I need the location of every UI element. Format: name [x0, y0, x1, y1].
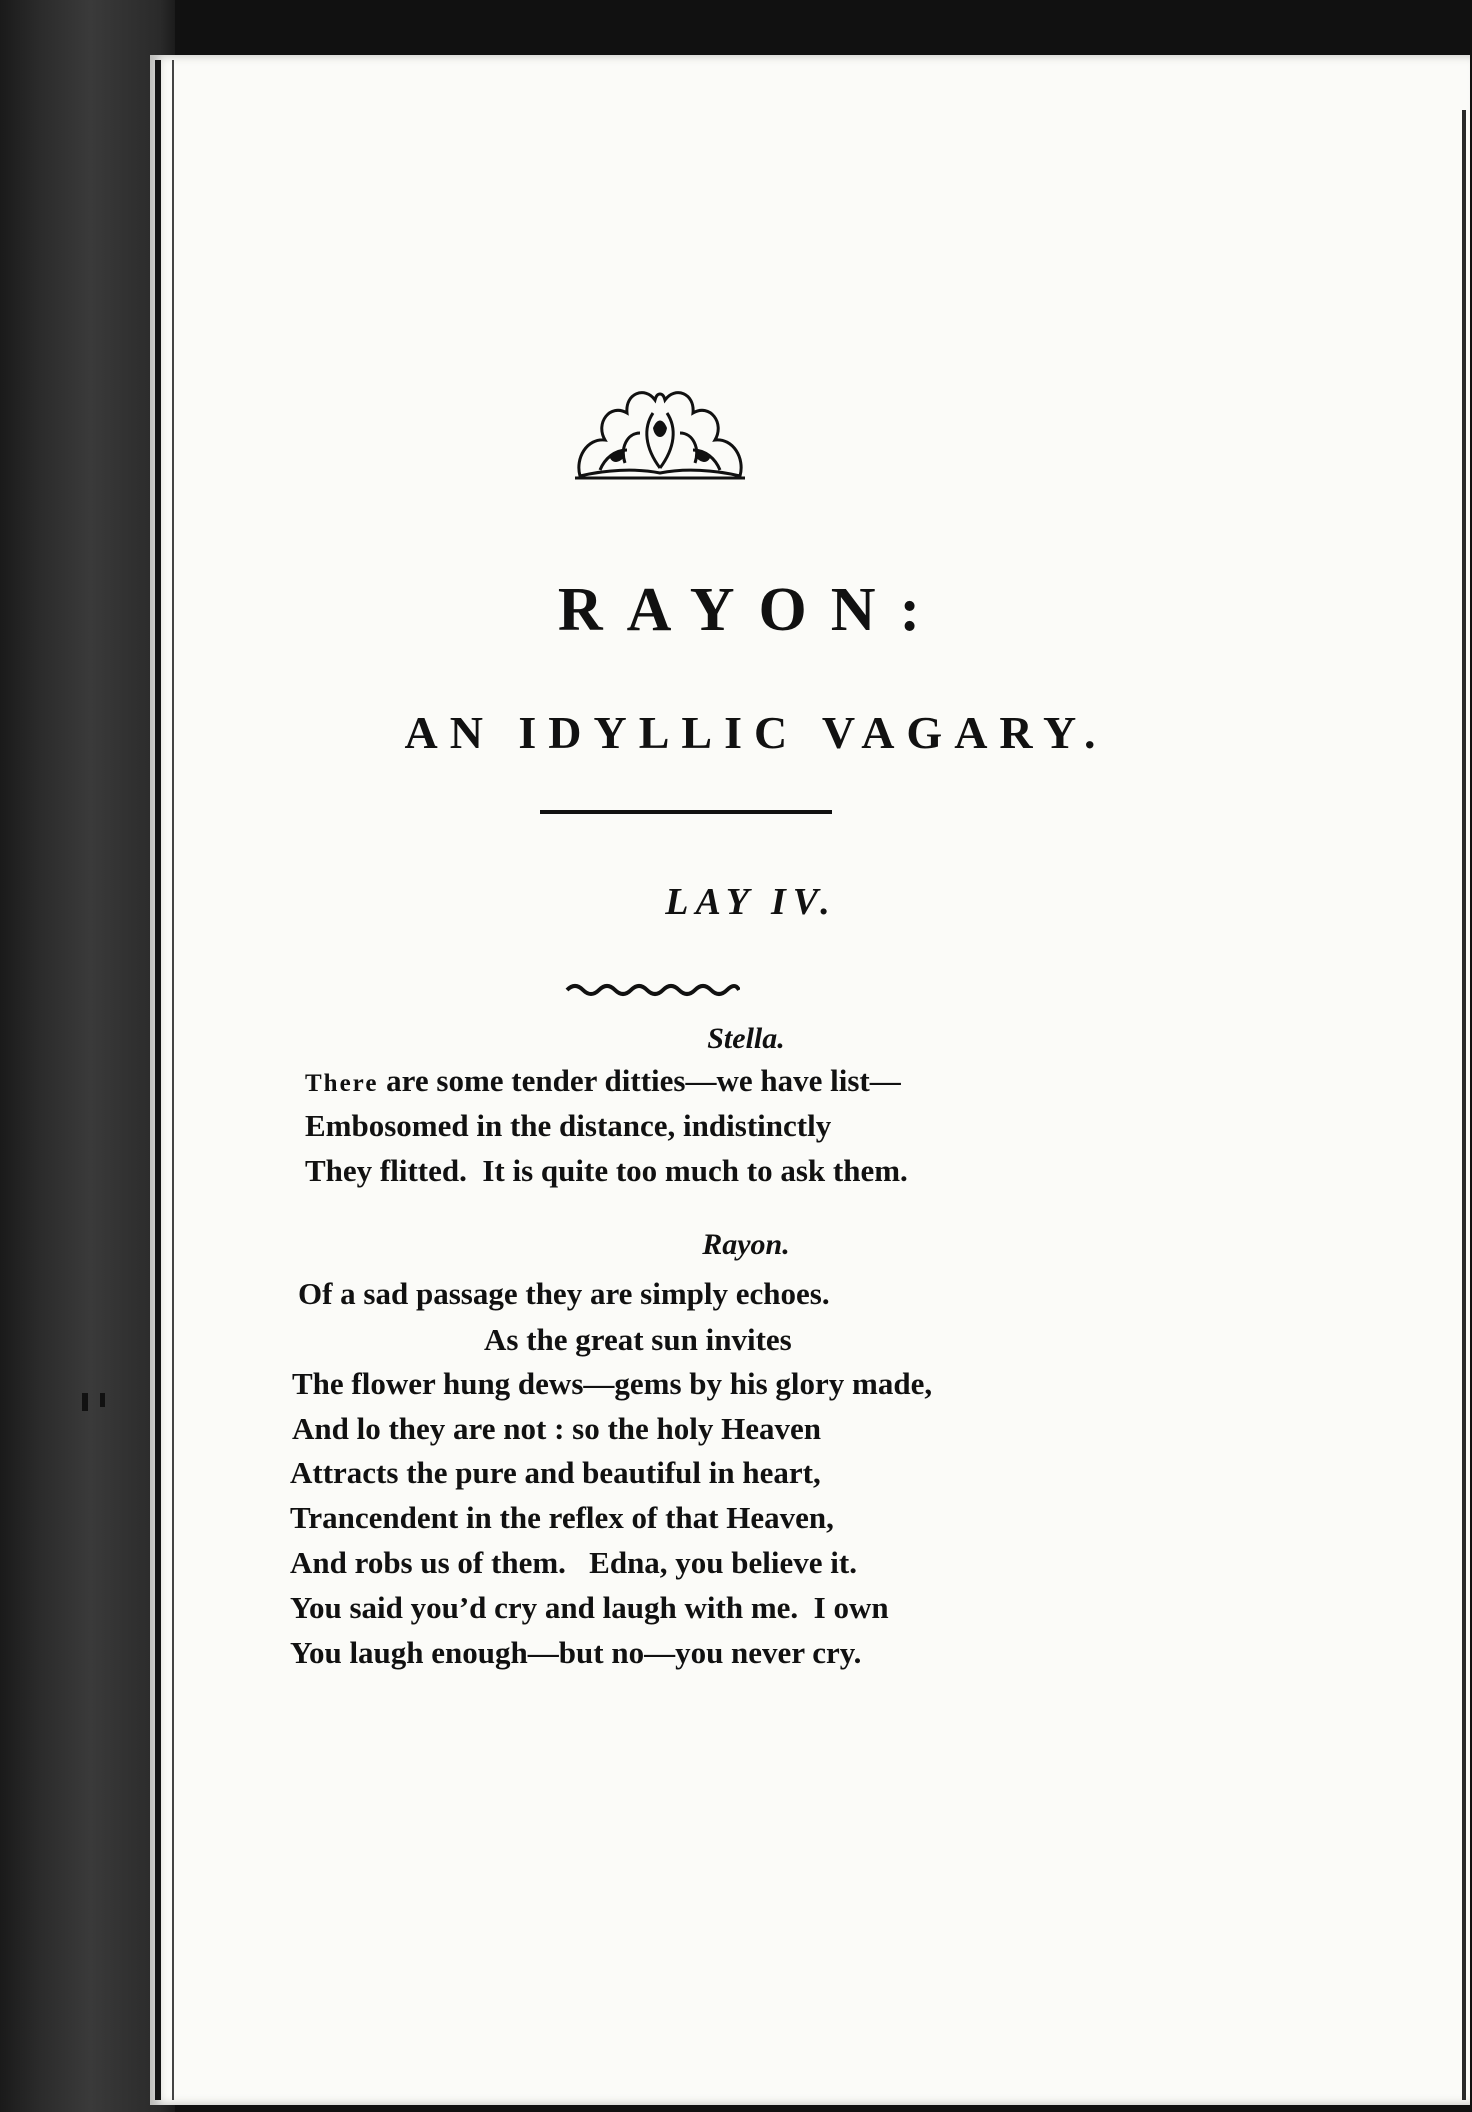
speaker-rayon: Rayon. [702, 1228, 790, 1261]
gutter-rule-thin [172, 60, 174, 2100]
verse-line-text: are some tender ditties—we have list— [378, 1063, 901, 1098]
scan-mark [100, 1393, 105, 1407]
verse-line: Attracts the pure and beautiful in heart, [290, 1455, 821, 1490]
left-margin-strip [0, 0, 175, 2112]
verse-line: You laugh enough—but no—you never cry. [290, 1635, 862, 1670]
gutter-rule [155, 60, 161, 2100]
wave-divider-icon [565, 980, 740, 1000]
verse-line: You said you’d cry and laugh with me. I own [290, 1590, 889, 1625]
verse-line: They flitted. It is quite too much to ask them. [305, 1153, 908, 1188]
verse-line: The flower hung dews—gems by his glory made, [292, 1366, 933, 1401]
page-subtitle: AN IDYLLIC VAGARY. [404, 707, 1108, 758]
page-right-edge [1462, 110, 1466, 2100]
verse-line: As the great sun invites [484, 1322, 792, 1357]
verse-line: And robs us of them. Edna, you believe it. [290, 1545, 857, 1580]
title-rule [540, 810, 832, 814]
verse-line [305, 1063, 901, 1099]
verse-line: And lo they are not : so the holy Heaven [292, 1411, 822, 1446]
section-heading: LAY IV. [665, 881, 837, 923]
verse-line: Embosomed in the distance, indistinctly [305, 1108, 832, 1143]
speaker-stella: Stella. [707, 1022, 785, 1055]
verse-line: Of a sad passage they are simply echoes. [298, 1276, 830, 1311]
floral-ornament-icon [565, 378, 755, 483]
page-title: RAYON: [557, 576, 945, 644]
verse-line: Trancendent in the reflex of that Heaven, [290, 1500, 834, 1535]
scan-mark [82, 1393, 88, 1411]
small-caps-first-word: There [305, 1070, 379, 1097]
